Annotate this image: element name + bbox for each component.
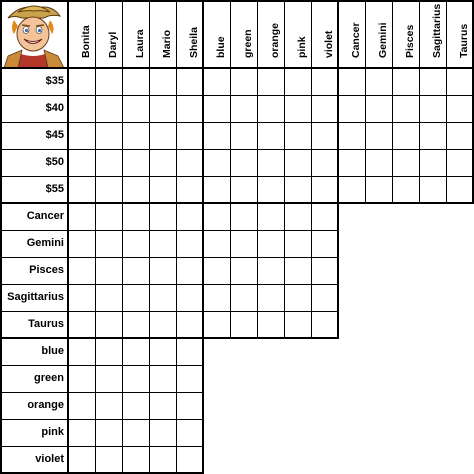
grid-cell[interactable] [176,176,203,203]
grid-cell[interactable] [419,68,446,95]
grid-cell[interactable] [122,392,149,419]
grid-cell[interactable] [176,257,203,284]
row-header-usd-50: $50 [45,156,64,168]
column-header-label: Pisces [403,24,416,58]
grid-cell[interactable] [95,284,122,311]
column-header-label: green [241,29,254,58]
grid-cell[interactable] [203,311,230,338]
grid-cell[interactable] [68,311,95,338]
grid-cell[interactable] [311,257,338,284]
grid-cell[interactable] [68,95,95,122]
grid-cell[interactable] [176,419,203,446]
grid-cell[interactable] [176,122,203,149]
column-header-pink [284,0,311,68]
grid-cell[interactable] [68,257,95,284]
grid-cell[interactable] [230,311,257,338]
grid-cell[interactable] [68,122,95,149]
grid-line-horizontal [0,176,473,177]
grid-cell[interactable] [68,392,95,419]
grid-cell[interactable] [311,230,338,257]
grid-line-vertical [176,0,177,474]
grid-cell[interactable] [68,230,95,257]
grid-cell[interactable] [149,446,176,473]
grid-cell[interactable] [257,230,284,257]
grid-cell[interactable] [257,122,284,149]
grid-line-horizontal [0,67,474,69]
column-header-gemini [365,0,392,68]
row-header-usd-40: $40 [45,102,64,114]
grid-cell[interactable] [338,122,365,149]
grid-cell[interactable] [95,122,122,149]
column-header-label: Laura [133,29,146,58]
grid-line-horizontal [0,446,203,447]
grid-cell[interactable] [95,230,122,257]
grid-line-vertical [419,0,420,204]
column-header-bonita [68,0,95,68]
grid-cell[interactable] [311,122,338,149]
grid-cell[interactable] [257,203,284,230]
row-header-usd-45: $45 [45,129,64,141]
grid-cell[interactable] [149,230,176,257]
grid-cell[interactable] [365,68,392,95]
grid-cell[interactable] [149,365,176,392]
column-header-mario [149,0,176,68]
grid-cell[interactable] [68,203,95,230]
grid-line-vertical [202,0,204,474]
grid-line-horizontal [0,419,203,420]
grid-cell[interactable] [122,149,149,176]
grid-cell[interactable] [284,95,311,122]
grid-line-horizontal [0,95,473,96]
grid-line-vertical [149,0,150,474]
grid-cell[interactable] [149,257,176,284]
grid-cell[interactable] [149,311,176,338]
grid-cell[interactable] [284,203,311,230]
grid-cell[interactable] [419,149,446,176]
grid-cell[interactable] [95,257,122,284]
grid-cell[interactable] [176,95,203,122]
row-header-taurus: Taurus [28,318,64,330]
grid-cell[interactable] [338,149,365,176]
grid-cell[interactable] [392,95,419,122]
column-header-taurus [446,0,473,68]
grid-cell[interactable] [95,446,122,473]
grid-cell[interactable] [365,122,392,149]
grid-cell[interactable] [203,95,230,122]
grid-cell[interactable] [122,203,149,230]
column-header-label: Sagittarius [430,3,443,58]
grid-line-vertical [230,0,231,339]
grid-cell[interactable] [149,203,176,230]
grid-line-vertical [392,0,393,204]
column-header-sheila [176,0,203,68]
grid-line-horizontal [0,337,339,339]
row-header-usd-55: $55 [45,183,64,195]
grid-cell[interactable] [284,149,311,176]
grid-cell[interactable] [176,311,203,338]
grid-cell[interactable] [230,68,257,95]
column-header-label: Sheila [187,27,200,58]
grid-line-horizontal [0,311,338,312]
grid-cell[interactable] [257,284,284,311]
grid-cell[interactable] [149,284,176,311]
grid-line-vertical [122,0,123,474]
grid-cell[interactable] [230,176,257,203]
grid-cell[interactable] [446,68,473,95]
column-header-cancer [338,0,365,68]
grid-cell[interactable] [122,338,149,365]
grid-line-horizontal [0,149,473,150]
grid-line-horizontal [0,202,474,204]
row-header-violet: violet [35,453,64,465]
grid-cell[interactable] [365,95,392,122]
column-header-green [230,0,257,68]
grid-cell[interactable] [122,122,149,149]
row-header-gemini: Gemini [26,237,64,249]
grid-cell[interactable] [95,203,122,230]
grid-cell[interactable] [392,149,419,176]
column-header-label: Bonita [79,25,92,58]
column-header-orange [257,0,284,68]
grid-cell[interactable] [230,149,257,176]
grid-cell[interactable] [392,122,419,149]
grid-cell[interactable] [68,284,95,311]
grid-cell[interactable] [176,338,203,365]
grid-cell[interactable] [122,365,149,392]
grid-cell[interactable] [122,230,149,257]
grid-cell[interactable] [284,311,311,338]
grid-cell[interactable] [68,446,95,473]
grid-line-vertical [67,0,69,474]
column-header-label: orange [268,22,281,58]
grid-cell[interactable] [284,230,311,257]
column-header-violet [311,0,338,68]
column-header-pisces [392,0,419,68]
grid-cell[interactable] [176,149,203,176]
grid-cell[interactable] [203,149,230,176]
cowboy-character-icon [0,0,68,68]
grid-cell[interactable] [284,284,311,311]
row-header-usd-35: $35 [45,75,64,87]
grid-cell[interactable] [338,176,365,203]
grid-cell[interactable] [203,68,230,95]
grid-cell[interactable] [338,68,365,95]
row-header-green: green [34,372,64,384]
grid-cell[interactable] [419,95,446,122]
column-header-daryl [95,0,122,68]
grid-cell[interactable] [95,338,122,365]
column-header-label: Cancer [349,22,362,58]
grid-cell[interactable] [338,95,365,122]
grid-cell[interactable] [122,257,149,284]
grid-cell[interactable] [176,284,203,311]
grid-cell[interactable] [311,203,338,230]
grid-cell[interactable] [284,122,311,149]
grid-cell[interactable] [95,95,122,122]
grid-cell[interactable] [122,419,149,446]
grid-cell[interactable] [311,149,338,176]
grid-line-horizontal [0,392,203,393]
grid-cell[interactable] [122,68,149,95]
grid-cell[interactable] [176,446,203,473]
grid-cell[interactable] [95,365,122,392]
row-header-orange: orange [27,399,64,411]
grid-cell[interactable] [203,257,230,284]
row-header-blue: blue [41,345,64,357]
grid-line-vertical [257,0,258,339]
grid-cell[interactable] [392,68,419,95]
grid-cell[interactable] [257,311,284,338]
grid-line-horizontal [0,257,338,258]
grid-cell[interactable] [257,95,284,122]
grid-cell[interactable] [419,122,446,149]
grid-line-horizontal [0,0,474,2]
column-header-label: Taurus [457,23,470,58]
grid-cell[interactable] [230,257,257,284]
row-header-sagittarius: Sagittarius [7,291,64,303]
grid-line-vertical [0,0,2,474]
row-header-cancer: Cancer [26,210,64,222]
grid-line-vertical [95,0,96,474]
grid-cell[interactable] [95,149,122,176]
grid-cell[interactable] [68,338,95,365]
grid-cell[interactable] [284,257,311,284]
grid-cell[interactable] [230,230,257,257]
grid-cell[interactable] [68,419,95,446]
grid-cell[interactable] [311,176,338,203]
grid-cell[interactable] [392,176,419,203]
grid-cell[interactable] [257,149,284,176]
grid-cell[interactable] [149,95,176,122]
grid-line-horizontal [0,365,203,366]
grid-cell[interactable] [230,284,257,311]
grid-cell[interactable] [176,365,203,392]
grid-cell[interactable] [68,149,95,176]
column-header-sagittarius [419,0,446,68]
grid-line-vertical [311,0,312,339]
grid-cell[interactable] [311,95,338,122]
grid-cell[interactable] [149,176,176,203]
grid-cell[interactable] [203,122,230,149]
grid-cell[interactable] [176,68,203,95]
grid-cell[interactable] [311,284,338,311]
column-header-laura [122,0,149,68]
grid-cell[interactable] [149,419,176,446]
grid-line-vertical [284,0,285,339]
grid-cell[interactable] [95,419,122,446]
grid-cell[interactable] [95,68,122,95]
grid-cell[interactable] [230,95,257,122]
grid-cell[interactable] [257,176,284,203]
grid-cell[interactable] [284,176,311,203]
grid-cell[interactable] [203,284,230,311]
grid-cell[interactable] [68,68,95,95]
grid-cell[interactable] [257,257,284,284]
grid-cell[interactable] [122,176,149,203]
grid-line-horizontal [0,230,338,231]
grid-cell[interactable] [446,95,473,122]
grid-cell[interactable] [122,284,149,311]
grid-cell[interactable] [203,203,230,230]
column-header-blue [203,0,230,68]
grid-cell[interactable] [311,311,338,338]
column-header-label: violet [322,30,335,58]
grid-line-vertical [365,0,366,204]
column-header-label: Gemini [376,22,389,58]
grid-cell[interactable] [365,176,392,203]
grid-line-horizontal [0,122,473,123]
grid-cell[interactable] [122,95,149,122]
column-header-label: blue [214,36,227,58]
grid-cell[interactable] [95,176,122,203]
grid-cell[interactable] [203,230,230,257]
grid-line-horizontal [0,284,338,285]
row-header-pisces: Pisces [29,264,64,276]
grid-cell[interactable] [230,122,257,149]
grid-cell[interactable] [176,392,203,419]
column-header-label: Daryl [106,31,119,58]
grid-cell[interactable] [446,122,473,149]
grid-cell[interactable] [176,230,203,257]
grid-cell[interactable] [149,68,176,95]
grid-cell[interactable] [122,311,149,338]
grid-cell[interactable] [311,68,338,95]
grid-cell[interactable] [365,149,392,176]
column-header-label: Mario [160,29,173,58]
grid-cell[interactable] [257,68,284,95]
grid-cell[interactable] [446,149,473,176]
grid-cell[interactable] [203,176,230,203]
grid-cell[interactable] [419,176,446,203]
grid-cell[interactable] [122,446,149,473]
grid-cell[interactable] [230,203,257,230]
grid-cell[interactable] [149,122,176,149]
grid-cell[interactable] [176,203,203,230]
grid-cell[interactable] [95,311,122,338]
column-header-label: pink [295,36,308,58]
grid-line-vertical [337,0,339,339]
grid-cell[interactable] [284,68,311,95]
grid-cell[interactable] [149,392,176,419]
grid-cell[interactable] [149,149,176,176]
grid-cell[interactable] [68,176,95,203]
grid-cell[interactable] [149,338,176,365]
grid-cell[interactable] [446,176,473,203]
grid-line-vertical [446,0,447,204]
grid-cell[interactable] [68,365,95,392]
row-header-pink: pink [41,426,64,438]
grid-cell[interactable] [95,392,122,419]
